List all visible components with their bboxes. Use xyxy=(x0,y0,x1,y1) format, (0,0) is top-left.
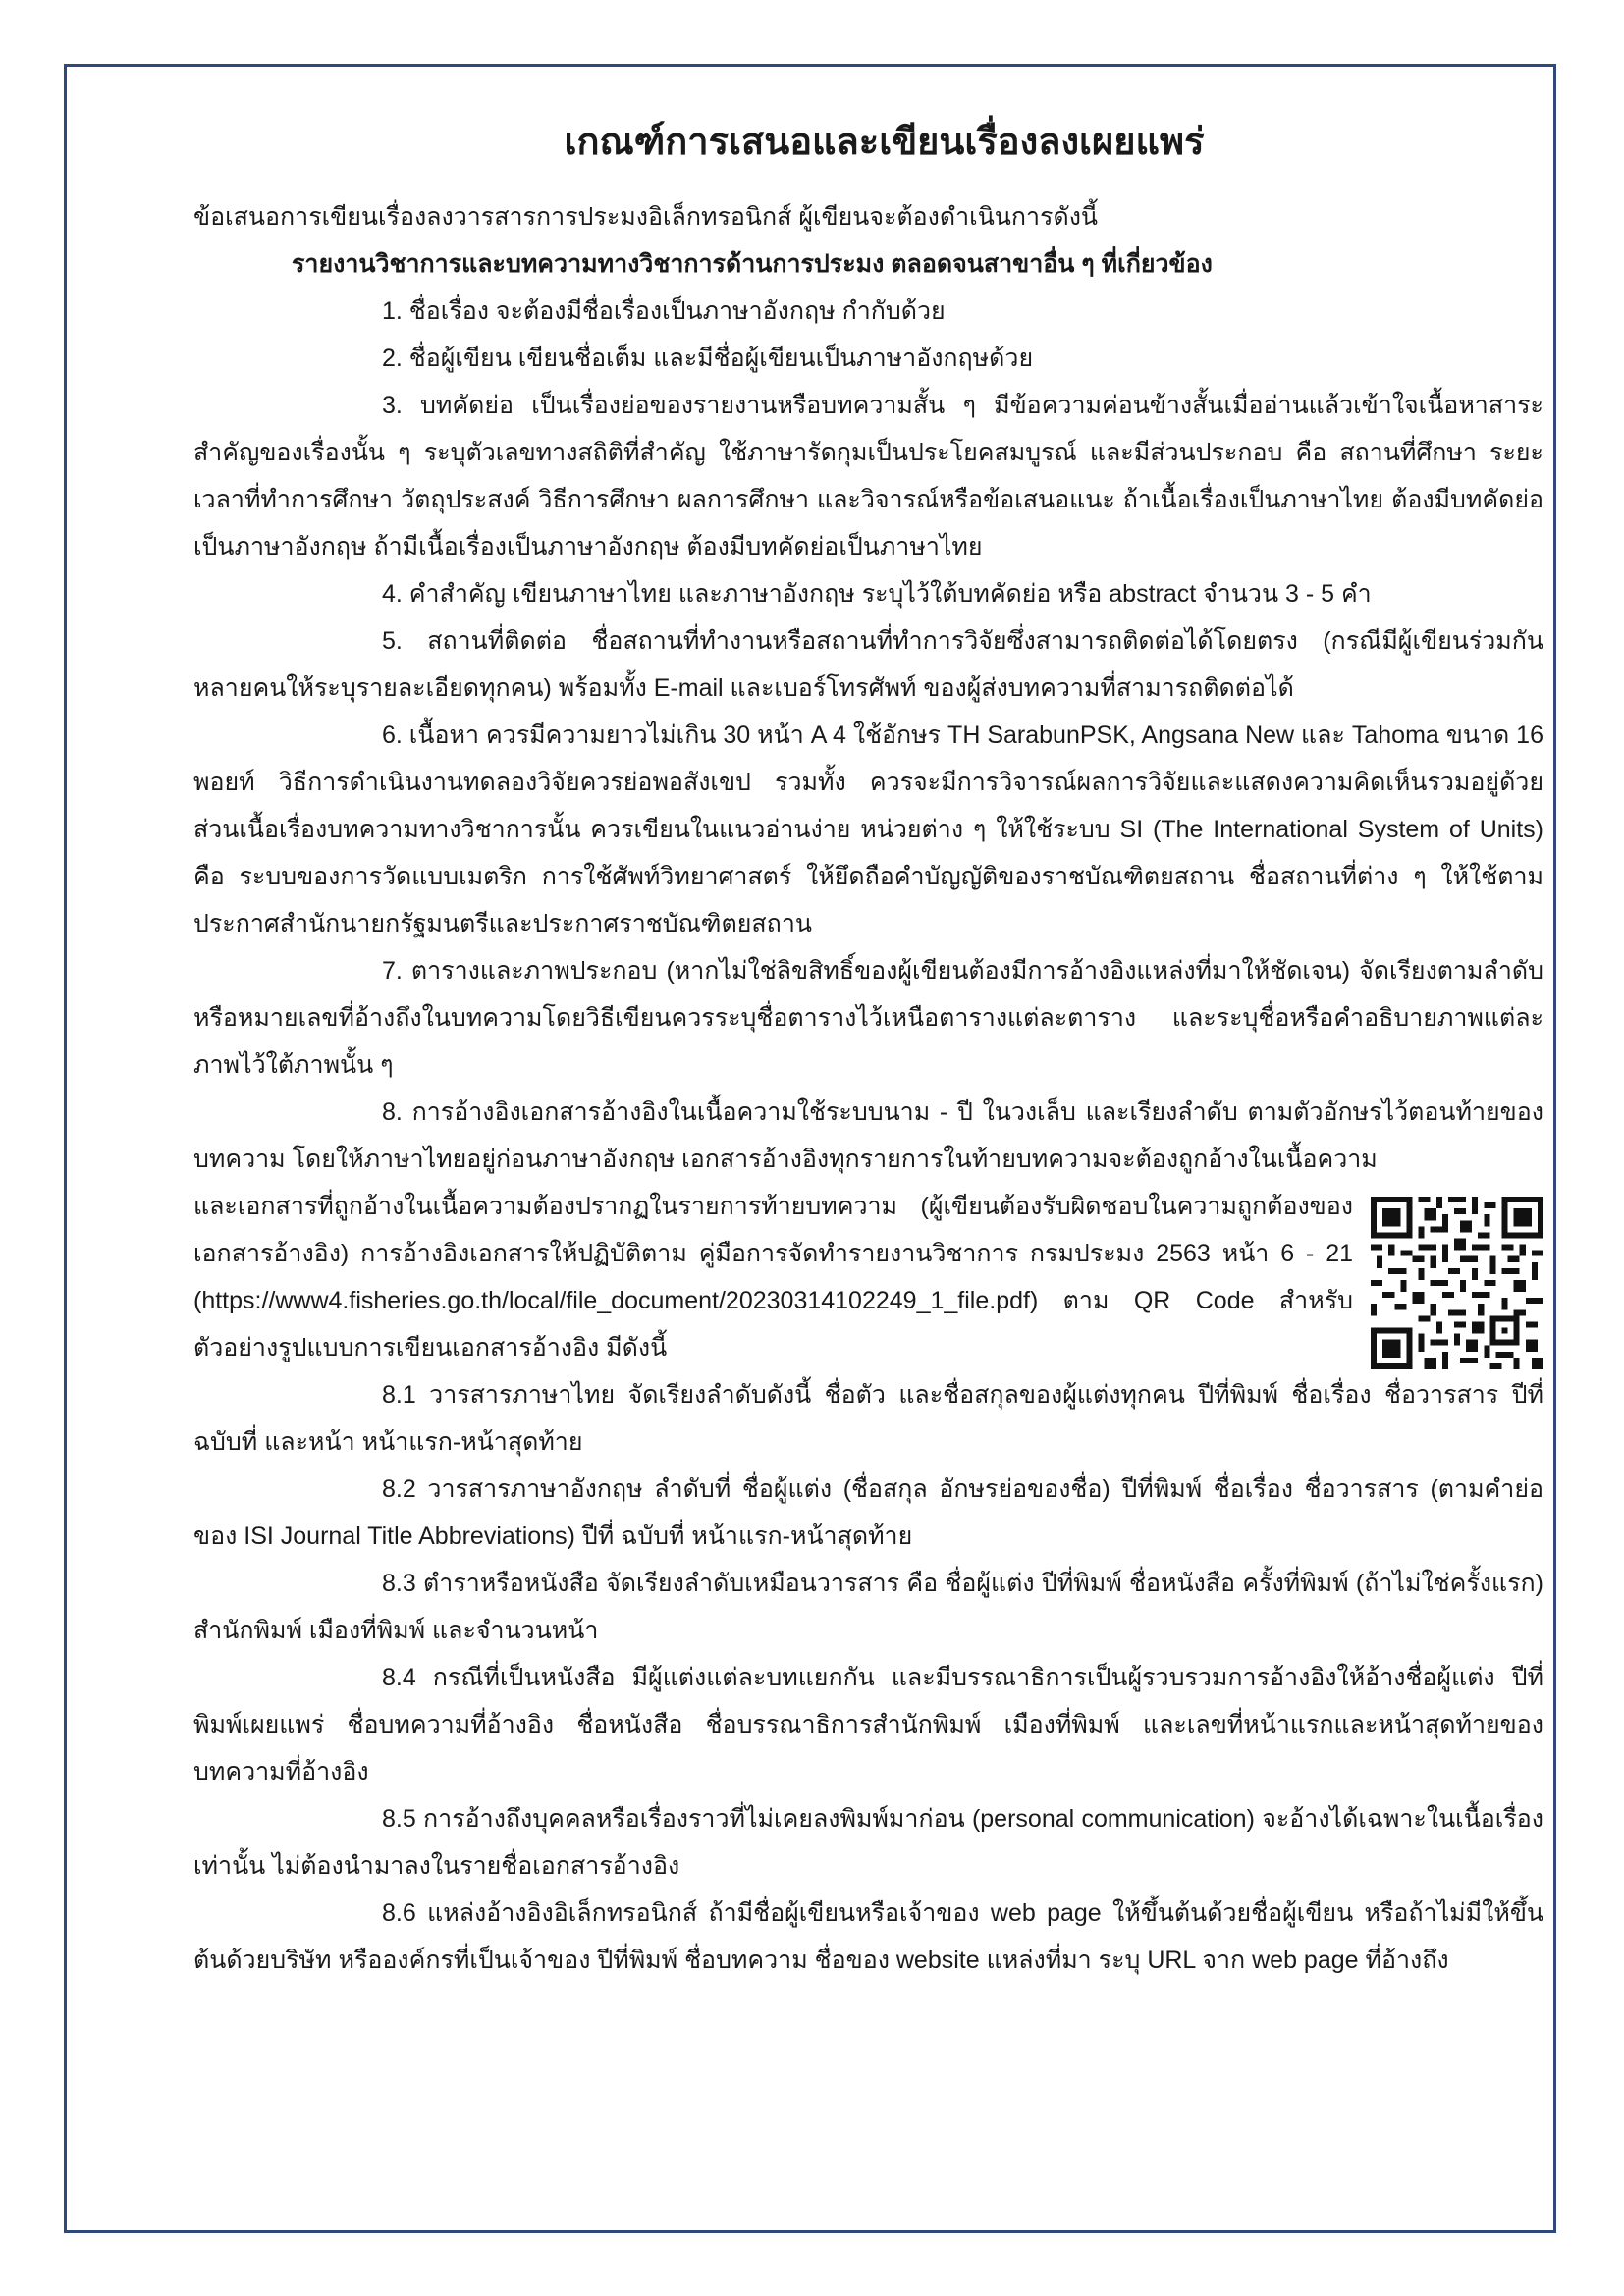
item-3-abstract: 3. บทคัดย่อ เป็นเรื่องย่อของรายงานหรือบทความสั้น ๆ มีข้อความค่อนข้างสั้นเมื่ออ่านแล้วเข้าใจเนื้อหาสาระสำคัญของเรื่องนั้น ๆ ระบุตัวเลขทางสถิติที่สำคัญ ใช้ภาษารัดกุมเป็นประโยคสมบูรณ์ และมีส่วนประกอบ คือ สถานที่ศึกษา ระยะเวลาที่ทำการศึกษา วัตถุประสงค์ วิธีการศึกษา ผลการศึกษา และวิจารณ์หรือข้อเสนอแนะ ถ้าเนื้อเรื่องเป็นภาษาไทย ต้องมีบทคัดย่อเป็นภาษาอังกฤษ ถ้ามีเนื้อเรื่องเป็นภาษาอังกฤษ ต้องมีบทคัดย่อเป็นภาษาไทย xyxy=(193,392,1543,561)
subitem-8-1: 8.1 วารสารภาษาไทย จัดเรียงลำดับดังนี้ ชื่อตัว และชื่อสกุลของผู้แต่งทุกคน ปีที่พิมพ์ ชื่อเรื่อง ชื่อวารสาร ปีที่ ฉบับที่ และหน้า หน้าแรก-หน้าสุดท้าย xyxy=(193,1381,1543,1456)
intro-text: ข้อเสนอการเขียนเรื่องลงวารสารการประมงอิเล็กทรอนิกส์ ผู้เขียนจะต้องดำเนินการดังนี้ xyxy=(193,203,1099,231)
section-subheading: รายงานวิชาการและบทความทางวิชาการด้านการประมง ตลอดจนสาขาอื่น ๆ ที่เกี่ยวข้อง xyxy=(292,250,1213,278)
item-2: 2. ชื่อผู้เขียน เขียนชื่อเต็ม และมีชื่อผู้เขียนเป็นภาษาอังกฤษด้วย xyxy=(382,345,1034,372)
subitem-8-6: 8.6 แหล่งอ้างอิงอิเล็กทรอนิกส์ ถ้ามีชื่อผู้เขียนหรือเจ้าของ web page ให้ขึ้นต้นด้วยชื่อผู้เขียน หรือถ้าไม่มีให้ขึ้นต้นด้วยบริษัท หรือองค์กรที่เป็นเจ้าของ ปีที่พิมพ์ ชื่อบทความ ชื่อของ website แหล่งที่มา ระบุ URL จาก web page ที่อ้างถึง xyxy=(193,1899,1543,1974)
qr-code-icon[interactable] xyxy=(1371,1197,1543,1369)
item-6-content: 6. เนื้อหา ควรมีความยาวไม่เกิน 30 หน้า A 4 ใช้อักษร TH SarabunPSK, Angsana New และ Tahoma ขนาด 16 พอยท์ วิธีการดำเนินงานทดลองวิจัยควรย่อพอสังเขป รวมทั้ง ควรจะมีการวิจารณ์ผลการวิจัยและแสดงความคิดเห็นรวมอยู่ด้วย ส่วนเนื้อเรื่องบทความทางวิชาการนั้น ควรเขียนในแนวอ่านง่าย หน่วยต่าง ๆ ให้ใช้ระบบ SI (The International System of Units) คือ ระบบของการวัดแบบเมตริก การใช้ศัพท์วิทยาศาสตร์ ให้ยึดถือคำบัญญัติของราชบัณฑิตยสถาน ชื่อสถานที่ต่าง ๆ ให้ใช้ตามประกาศสำนักนายกรัฐมนตรีและประกาศราชบัณฑิตยสถาน xyxy=(193,721,1543,937)
subitem-8-4: 8.4 กรณีที่เป็นหนังสือ มีผู้แต่งแต่ละบทแยกกัน และมีบรรณาธิการเป็นผู้รวบรวมการอ้างอิงให้อ้างชื่อผู้แต่ง ปีที่พิมพ์เผยแพร่ ชื่อบทความที่อ้างอิง ชื่อหนังสือ ชื่อบรรณาธิการสำนักพิมพ์ เมืองที่พิมพ์ และเลขที่หน้าแรกและหน้าสุดท้ายของบทความที่อ้างอิง xyxy=(193,1664,1543,1786)
subitem-8-5: 8.5 การอ้างถึงบุคคลหรือเรื่องราวที่ไม่เคยลงพิมพ์มาก่อน (personal communication) จะอ้างได้เฉพาะในเนื้อเรื่องเท่านั้น ไม่ต้องนำมาลงในรายชื่อเอกสารอ้างอิง xyxy=(193,1805,1543,1880)
item-4-keywords: 4. คำสำคัญ เขียนภาษาไทย และภาษาอังกฤษ ระบุไว้ใต้บทคัดย่อ หรือ abstract จำนวน 3 - 5 คำ xyxy=(382,580,1372,608)
item-8-references-body xyxy=(193,1183,1543,1371)
item-8-references-text: และเอกสารที่ถูกอ้างในเนื้อความต้องปรากฏในรายการท้ายบทความ (ผู้เขียนต้องรับผิดชอบในความถูกต้องของเอกสารอ้างอิง) การอ้างอิงเอกสารให้ปฏิบัติตาม คู่มือการจัดทำรายงานวิชาการ กรมประมง 2563 หน้า 6 - 21 (https://www4.fisheries.go.th/local/file_document/20230314102249_1_file.pdf) ตาม QR Code สำหรับตัวอย่างรูปแบบการเขียนเอกสารอ้างอิง มีดังนี้ xyxy=(193,1193,1353,1362)
qr-code-graphic xyxy=(1371,1197,1543,1369)
item-5-contact: 5. สถานที่ติดต่อ ชื่อสถานที่ทำงานหรือสถานที่ทำการวิจัยซึ่งสามารถติดต่อได้โดยตรง (กรณีมีผู้เขียนร่วมกันหลายคนให้ระบุรายละเอียดทุกคน) พร้อมทั้ง E-mail และเบอร์โทรศัพท์ ของผู้ส่งบทความที่สามารถติดต่อได้ xyxy=(193,627,1543,702)
document-body xyxy=(193,113,1543,1984)
item-7-tables-figures: 7. ตารางและภาพประกอบ (หากไม่ใช่ลิขสิทธิ์ของผู้เขียนต้องมีการอ้างอิงแหล่งที่มาให้ชัดเจน) จัดเรียงตามลำดับหรือหมายเลขที่อ้างถึงในบทความโดยวิธีเขียนควรระบุชื่อตารางไว้เหนือตารางแต่ละตาราง และระบุชื่อหรือคำอธิบายภาพแต่ละภาพไว้ใต้ภาพนั้น ๆ xyxy=(193,957,1543,1079)
item-1: 1. ชื่อเรื่อง จะต้องมีชื่อเรื่องเป็นภาษาอังกฤษ กำกับด้วย xyxy=(382,297,946,325)
subitem-8-2: 8.2 วารสารภาษาอังกฤษ ลำดับที่ ชื่อผู้แต่ง (ชื่อสกุล อักษรย่อของชื่อ) ปีที่พิมพ์ ชื่อเรื่อง ชื่อวารสาร (ตามคำย่อของ ISI Journal Title Abbreviations) ปีที่ ฉบับที่ หน้าแรก-หน้าสุดท้าย xyxy=(193,1475,1543,1550)
page-title: เกณฑ์การเสนอและเขียนเรื่องลงเผยแพร่ xyxy=(564,122,1205,163)
subitem-8-3: 8.3 ตำราหรือหนังสือ จัดเรียงลำดับเหมือนวารสาร คือ ชื่อผู้แต่ง ปีที่พิมพ์ ชื่อหนังสือ ครั้งที่พิมพ์ (ถ้าไม่ใช่ครั้งแรก) สำนักพิมพ์ เมืองที่พิมพ์ และจำนวนหน้า xyxy=(193,1570,1543,1644)
item-8-references-intro: 8. การอ้างอิงเอกสารอ้างอิงในเนื้อความใช้ระบบนาม - ปี ในวงเล็บ และเรียงลำดับ ตามตัวอักษรไว้ตอนท้ายของบทความ โดยให้ภาษาไทยอยู่ก่อนภาษาอังกฤษ เอกสารอ้างอิงทุกรายการในท้ายบทความจะต้องถูกอ้างในเนื้อความ xyxy=(193,1098,1543,1173)
